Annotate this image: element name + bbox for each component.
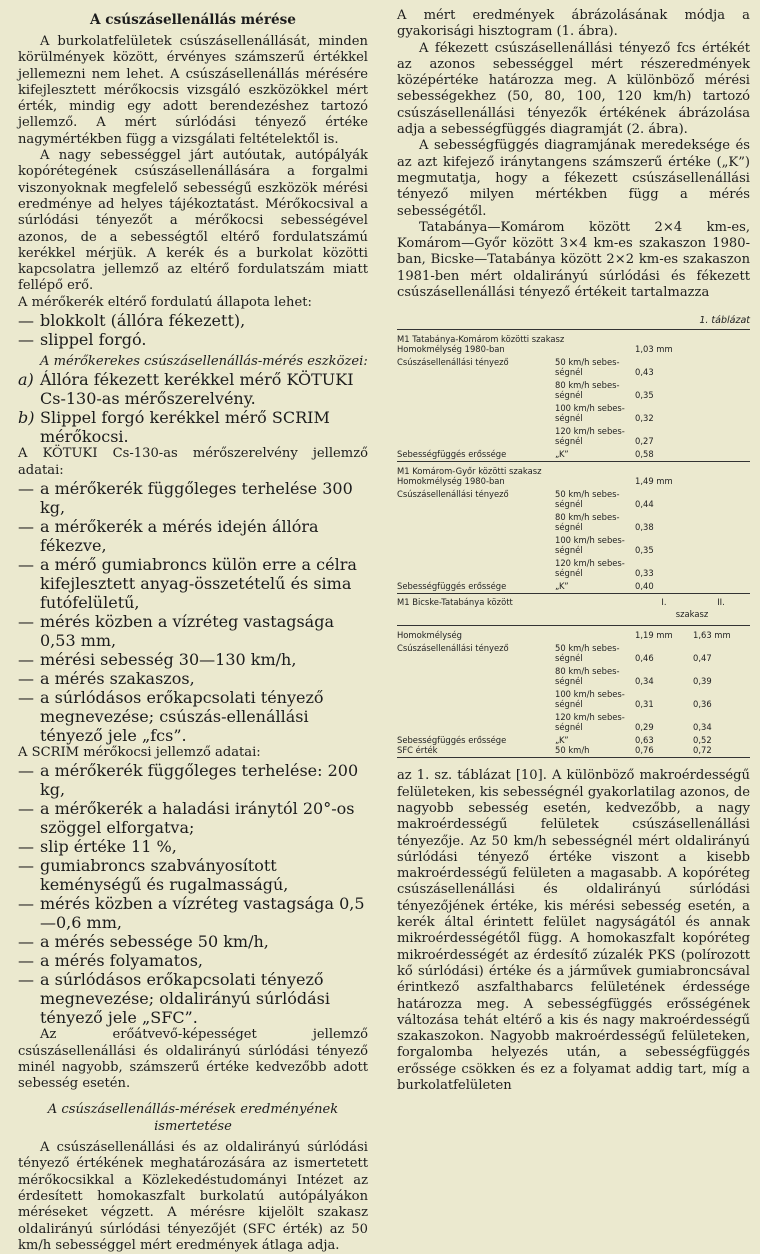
table-value: 0,35 [635,545,654,556]
table-row [397,522,750,532]
list-item: — a súrlódásos erőkapcsolati tényező megnevezése; csúszás-ellenállási tényező jele „fcs”. [18,687,324,745]
speed-label: 50 km/h [555,745,590,756]
column-header: I. [661,597,667,608]
section-title: M1 Tatabánya-Komárom közötti szakasz [397,334,565,345]
table-row [397,367,750,377]
table-section [397,330,750,462]
table-row [397,334,750,344]
speed-label: 50 km/h sebes- [555,643,620,654]
article-title: A csúszásellenállás mérése [90,12,296,28]
speed-label: 50 km/h sebes- [555,357,620,368]
section-heading: A csúszásellenállás-mérések eredményének ismertetése [47,1102,339,1134]
list-item: — a mérés szakaszos, [18,668,195,688]
paragraph: A csúszásellenállási és az oldalirányú súrlódási tényező értékének meghatározására az ismertetett mérőkocsikkal a Közlekedéstudományi Intézet az érdesített homokaszfalt burkolatú autópályákon méréseket végzett. A mérésre kijelölt szakasz oldalirányú súrlódási tényezőjét (SFC érték) az 50 km/h sebességgel mért eredmények átlaga adja. [18,1140,368,1253]
speed-unit: ségnél [555,499,583,510]
speed-label: 100 km/h sebes- [555,689,625,700]
paragraph: A fékezett csúszásellenállási tényező fcs értékét az azonos sebességgel mért részeredmények középértéke határozza meg. A különböző mérési sebességekhez (50, 80, 100, 120 km/h) tartozó csúszásellenállási tényezők értékének ábrázolása adja a sebességfüggés diagramját (2. ábra). [397,40,750,138]
table-row [397,426,750,436]
list-item: — a mérőkerék a mérés idején állóra fékezve, [18,516,319,555]
table-row [397,712,750,722]
speed-unit: ségnél [555,699,583,710]
table-value: 0,40 [635,581,654,592]
speed-unit: ségnél [555,653,583,664]
table-value: 0,46 [635,653,654,664]
data-table [397,329,750,758]
table-value: 1,19 mm [635,630,673,641]
speed-label: 80 km/h sebes- [555,380,620,391]
table-value: 0,38 [635,522,654,533]
table-row [397,545,750,555]
table-row [397,581,750,591]
paragraph: A nagy sebességgel járt autóutak, autópályák kopórétegének csúszásellenállására a forgalmi viszonyoknak megfelelő sebességű eszközök mérési eredménye ad helyes tájékoztatást. Mérőkocsival a súrlódási tényezőt a mérőkocsi sebességével azonos, de a sebességtől eltérő fordulatszámú kerékkel mérjük. A kerék és a burkolat közötti kapcsolatra jellemző az eltérő fordulatszám miatt fellépő erő. [18,148,368,294]
table-value: 0,32 [635,413,654,424]
table-value: 0,27 [635,436,654,447]
table-value: 0,33 [635,568,654,579]
table-caption: 1. táblázat [699,315,750,327]
row-label: Homokmélység [397,630,462,641]
table-row [397,676,750,686]
list-item: — a mérőkerék a haladási iránytól 20°-os szöggel elforgatva; [18,799,355,838]
speed-unit: ségnél [555,390,583,401]
table-value: 0,34 [693,722,712,733]
table-value: 1,49 mm [635,476,673,487]
table-row [397,630,750,640]
table-value: 0,52 [693,735,712,746]
table-row [397,735,750,745]
row-label: Sebességfüggés erőssége [397,581,507,592]
table-row [397,403,750,413]
table-row [397,413,750,423]
column-unit: szakasz [675,609,709,620]
speed-unit: ségnél [555,722,583,733]
speed-label: 120 km/h sebes- [555,558,625,569]
table-row [397,436,750,446]
table-value: 0,39 [693,676,712,687]
speed-label: 80 km/h sebes- [555,666,620,677]
table-value: 0,35 [635,390,654,401]
table-row [397,466,750,476]
table-value: 0,36 [693,699,712,710]
strength-key: „K” [555,735,569,746]
section-title: M1 Komárom-Győr közötti szakasz [397,466,542,477]
list-item: — mérési sebesség 30—130 km/h, [18,649,297,669]
section-title: M1 Bicske-Tatabánya között [397,597,513,608]
list-item: — mérés közben a vízréteg vastagsága 0,5—0,6 mm, [18,894,365,933]
table-row [397,535,750,545]
table-row [397,390,750,400]
list-item: — slippel forgó. [18,330,147,350]
table-value: 0,44 [635,499,654,510]
paragraph: A SCRIM mérőkocsi jellemző adatai: [18,744,261,760]
paragraph: A burkolatfelületek csúszásellenállását, minden körülmények között, érvényes számszerű értékkel jellemezni nem lehet. A csúszásellenállás mérésére kifejlesztett mérőkocsis vizsgáló eszközökkel mért érték, mindig egy adott berendezéshez tartozó jellemző. A mért súrlódási tényező értéke nagymértékben függ a vizsgálati feltételektől is. [18,34,368,147]
column-header: II. [717,597,725,608]
scrim-list [18,761,368,1027]
table-section-header [397,594,750,626]
row-label: Csúszásellenállási tényező [397,489,509,500]
table-value: 0,72 [693,745,712,756]
right-column [397,0,750,1094]
row-label: SFC érték [397,745,438,756]
paragraph: A KÖTUKI Cs-130-as mérőszerelvény jellemző adatai: [18,446,368,478]
list-item: — gumiabroncs szabványosított keménységű és rugalmasságú, [18,856,289,895]
list-item: — slip értéke 11 %, [18,837,177,857]
speed-unit: ségnél [555,413,583,424]
row-label: Homokmélység 1980-ban [397,476,505,487]
table-value: 0,63 [635,735,654,746]
speed-unit: ségnél [555,676,583,687]
list-item: — a mérés sebessége 50 km/h, [18,932,269,952]
left-column [18,0,368,1254]
table-row [397,380,750,390]
table-section [397,462,750,594]
paragraph: az 1. sz. táblázat [10]. A különböző makroérdességű felületeken, kis sebességnél gyakorlatilag azonos, de nagyobb sebesség esetén, kedvezőbb, a nagy makroérdességű felületek csúszásellenállási tényezője. Az 50 km/h sebességnél mért oldalirányú súrlódási tényező értéke viszont a kisebb makroérdességű felületen a magasabb. A kopóréteg csúszásellenállási és oldalirányú súrlódási tényezőjének értéke, kis mérési sebesség esetén, a kerék által érintett felület nagyságától és annak mikroérdességétől függ. A homokaszfalt kopóréteg mikroérdességét az érdesítő zúzalék PKS (polírozott kő súrlódási) értéke és a járművek gumiabroncsával érintkező aszfalthabarcs felületének érdessége határozza meg. A sebességfüggés erősségének változása tehát eltérő a kis és nagy makroérdességű szakaszokon. Nagyobb makroérdességű felületeken, forgalomba helyezés után, a sebességfüggés erőssége csökken és ez a folyamat addig tart, míg a burkolatfelületen [397,768,750,1093]
table-row [397,558,750,568]
table-row [397,666,750,676]
list-item: — mérés közben a vízréteg vastagsága 0,53 mm, [18,611,334,650]
table-row [397,489,750,499]
table-row [397,568,750,578]
speed-label: 120 km/h sebes- [555,426,625,437]
speed-unit: ségnél [555,545,583,556]
table-row [397,357,750,367]
list-item: — a mérés folyamatos, [18,951,203,971]
table-value: 1,63 mm [693,630,731,641]
section-heading: A mérőkerekes csúszásellenállás-mérés eszközei: [40,354,368,370]
list-item: b) Slippel forgó kerékkel mérő SCRIM mérőkocsi. [18,408,330,447]
table-value: 1,03 mm [635,344,673,355]
speed-label: 120 km/h sebes- [555,712,625,723]
table-section [397,626,750,758]
table-value: 0,29 [635,722,654,733]
paragraph: A mért eredmények ábrázolásának módja a gyakorisági hisztogram (1. ábra). [397,8,750,40]
paragraph: Az erőátvevő-képességet jellemző csúszásellenállási és oldalirányú súrlódási tényező minél nagyobb, számszerű értéke kedvezőbb adott sebesség esetén. [18,1027,368,1092]
list-item: — a mérőkerék függőleges terhelése 300 kg, [18,478,353,517]
kotuki-list [18,479,368,745]
table-value: 0,47 [693,653,712,664]
speed-label: 80 km/h sebes- [555,512,620,523]
speed-unit: ségnél [555,522,583,533]
paragraph: A mérőkerék eltérő fordulatú állapota lehet: [18,294,312,310]
paragraph: A sebességfüggés diagramjának meredeksége és az azt kifejező iránytangens számszerű értéke („K”) megmutatja, hogy a fékezett csúszásellenállási tényező milyen mértékben függ a mérés sebességétől. [397,138,750,219]
table-value: 0,58 [635,449,654,460]
table-row [397,722,750,732]
speed-unit: ségnél [555,568,583,579]
list-item: — a mérő gumiabroncs külön erre a célra kifejlesztett anyag-összetételű és sima futófelületű, [18,554,357,612]
speed-label: 50 km/h sebes- [555,489,620,500]
strength-key: „K” [555,449,569,460]
row-label: Homokmélység 1980-ban [397,344,505,355]
list-item: — a mérőkerék függőleges terhelése: 200 kg, [18,761,359,800]
table-row [397,476,750,486]
row-label: Csúszásellenállási tényező [397,643,509,654]
table-value: 0,31 [635,699,654,710]
list-item: — blokkolt (állóra fékezett), [18,311,246,331]
table-row [397,643,750,653]
table-row [397,689,750,699]
table-value: 0,34 [635,676,654,687]
row-label: Sebességfüggés erőssége [397,735,507,746]
table-row [397,699,750,709]
list-item: — a súrlódásos erőkapcsolati tényező megnevezése; oldalirányú súrlódási tényező jele „SFC”. [18,970,330,1028]
table-row [397,512,750,522]
paragraph: Tatabánya—Komárom között 2×4 km-es, Komárom—Győr között 3×4 km-es szakaszon 1980-ban, Bicske—Tatabánya között 2×2 km-es szakaszon 1981-ben mért oldalirányú súrlódási és fékezett csúszásellenállási tényező értékeit tartalmazza [397,219,750,301]
speed-unit: ségnél [555,436,583,447]
speed-unit: ségnél [555,367,583,378]
table-value: 0,43 [635,367,654,378]
table-row [397,344,750,354]
list-item: a) Állóra fékezett kerékkel mérő KÖTUKI Cs-130-as mérőszerelvény. [18,370,354,409]
table-value: 0,76 [635,745,654,756]
table-row [397,745,750,755]
table-row [397,653,750,663]
row-label: Csúszásellenállási tényező [397,357,509,368]
table-row [397,499,750,509]
strength-key: „K” [555,581,569,592]
table-row [397,449,750,459]
row-label: Sebességfüggés erőssége [397,449,507,460]
speed-label: 100 km/h sebes- [555,403,625,414]
speed-label: 100 km/h sebes- [555,535,625,546]
